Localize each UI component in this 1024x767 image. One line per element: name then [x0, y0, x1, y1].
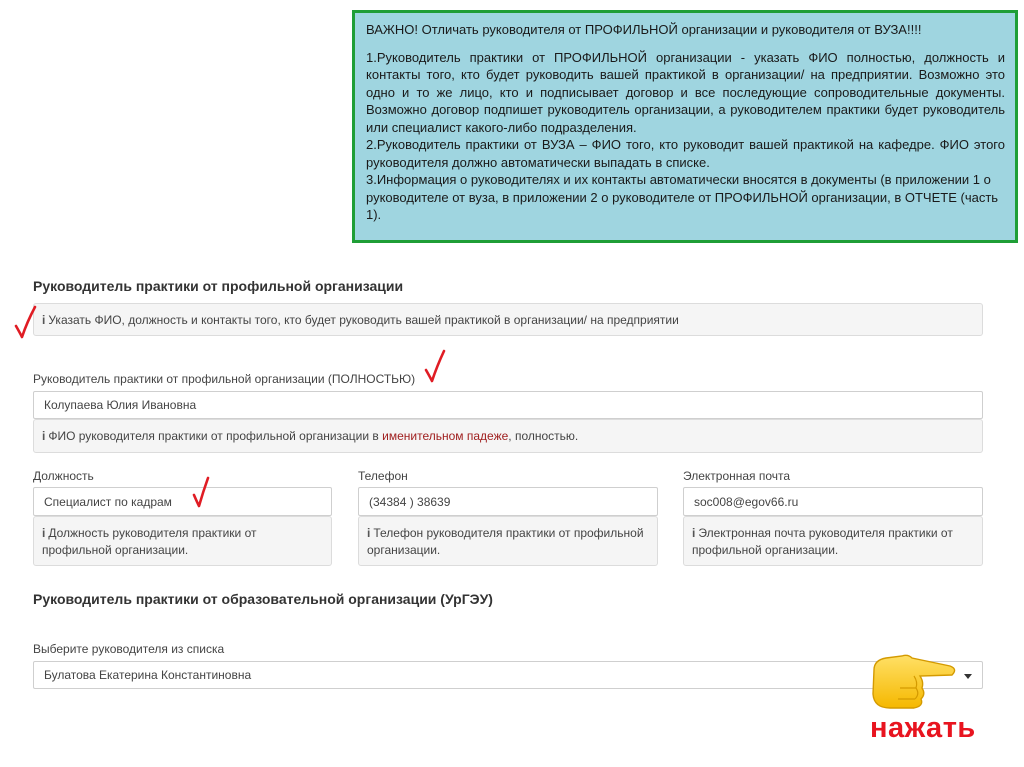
press-label: нажать [870, 712, 976, 744]
phone-hint-text: Телефон руководителя практики от профильной организации. [367, 526, 644, 557]
fio-hint-text-pre: ФИО руководителя практики от профильной организации в [48, 429, 383, 443]
supervisor-select-value: Булатова Екатерина Константиновна [44, 668, 252, 682]
phone-hint [358, 516, 658, 566]
org-section-title: Руководитель практики от профильной организации [33, 278, 404, 294]
position-label: Должность [33, 469, 94, 483]
phone-input-value: (34384 ) 38639 [369, 494, 451, 509]
supervisor-select-label: Выберите руководителя из списка [33, 642, 225, 656]
phone-label: Телефон [358, 469, 408, 483]
pointing-hand-icon [868, 648, 958, 710]
fio-hint-text-post: , полностью. [508, 429, 579, 443]
email-hint-text: Электронная почта руководителя практики от профильной организации. [692, 526, 953, 557]
info-icon: i [692, 526, 696, 540]
notice-title: ВАЖНО! Отличать руководителя от ПРОФИЛЬНОЙ организации и руководителя от ВУЗА!!!! [366, 22, 922, 37]
info-icon: i [42, 313, 46, 327]
email-label: Электронная почта [683, 469, 791, 483]
uni-section-title: Руководитель практики от образовательной организации (УрГЭУ) [33, 591, 493, 607]
important-notice [352, 10, 1018, 243]
position-hint [33, 516, 332, 566]
position-input[interactable] [33, 487, 332, 516]
check-mark-icon [190, 475, 216, 511]
fio-input[interactable] [33, 391, 983, 419]
email-input-value: soc008@egov66.ru [694, 494, 799, 509]
notice-point-2: 2.Руководитель практики от ВУЗА – ФИО того, кто руководит вашей практикой на кафедре. ФИО этого руководителя должно автоматически выпадать в списке. [366, 137, 1005, 170]
fio-hint-text-highlight: именительном падеже [382, 429, 509, 443]
supervisor-select[interactable] [33, 661, 983, 689]
fio-input-value: Колупаева Юлия Ивановна [44, 398, 197, 412]
email-hint [683, 516, 983, 566]
info-icon: i [42, 429, 46, 443]
notice-point-1: 1.Руководитель практики от ПРОФИЛЬНОЙ организации - указать ФИО полностью, должность и контакты того, кто будет руководить вашей практикой в организации/ на предприятии. Возможно это одно и то же лицо, кто и подписывает договор и все последующие сопроводительные документы. Возможно договор подпишет руководитель организации, а руководителем практики будет руководитель или специалист какого-либо подразделения. [366, 49, 1005, 135]
notice-point-3: 3.Информация о руководителях и их контакты автоматически вносятся в документы (в приложении 1 о руководителе от вуза, в приложении 2 о руководителе от ПРОФИЛЬНОЙ организации, в ОТЧЕТЕ (часть 1). [366, 172, 999, 222]
org-section-hint [33, 303, 983, 336]
position-input-value: Специалист по кадрам [44, 494, 172, 509]
email-input[interactable] [683, 487, 983, 516]
org-section-hint-text: Указать ФИО, должность и контакты того, кто будет руководить вашей практикой в организации/ на предприятии [48, 313, 679, 327]
position-hint-text: Должность руководителя практики от профильной организации. [42, 526, 257, 557]
check-mark-icon [12, 304, 38, 340]
info-icon: i [367, 526, 371, 540]
phone-input[interactable] [358, 487, 658, 516]
fio-hint [33, 419, 983, 453]
fio-label: Руководитель практики от профильной организации (ПОЛНОСТЬЮ) [33, 372, 416, 386]
chevron-down-icon[interactable] [964, 674, 972, 679]
check-mark-icon [422, 348, 448, 384]
info-icon: i [42, 526, 46, 540]
